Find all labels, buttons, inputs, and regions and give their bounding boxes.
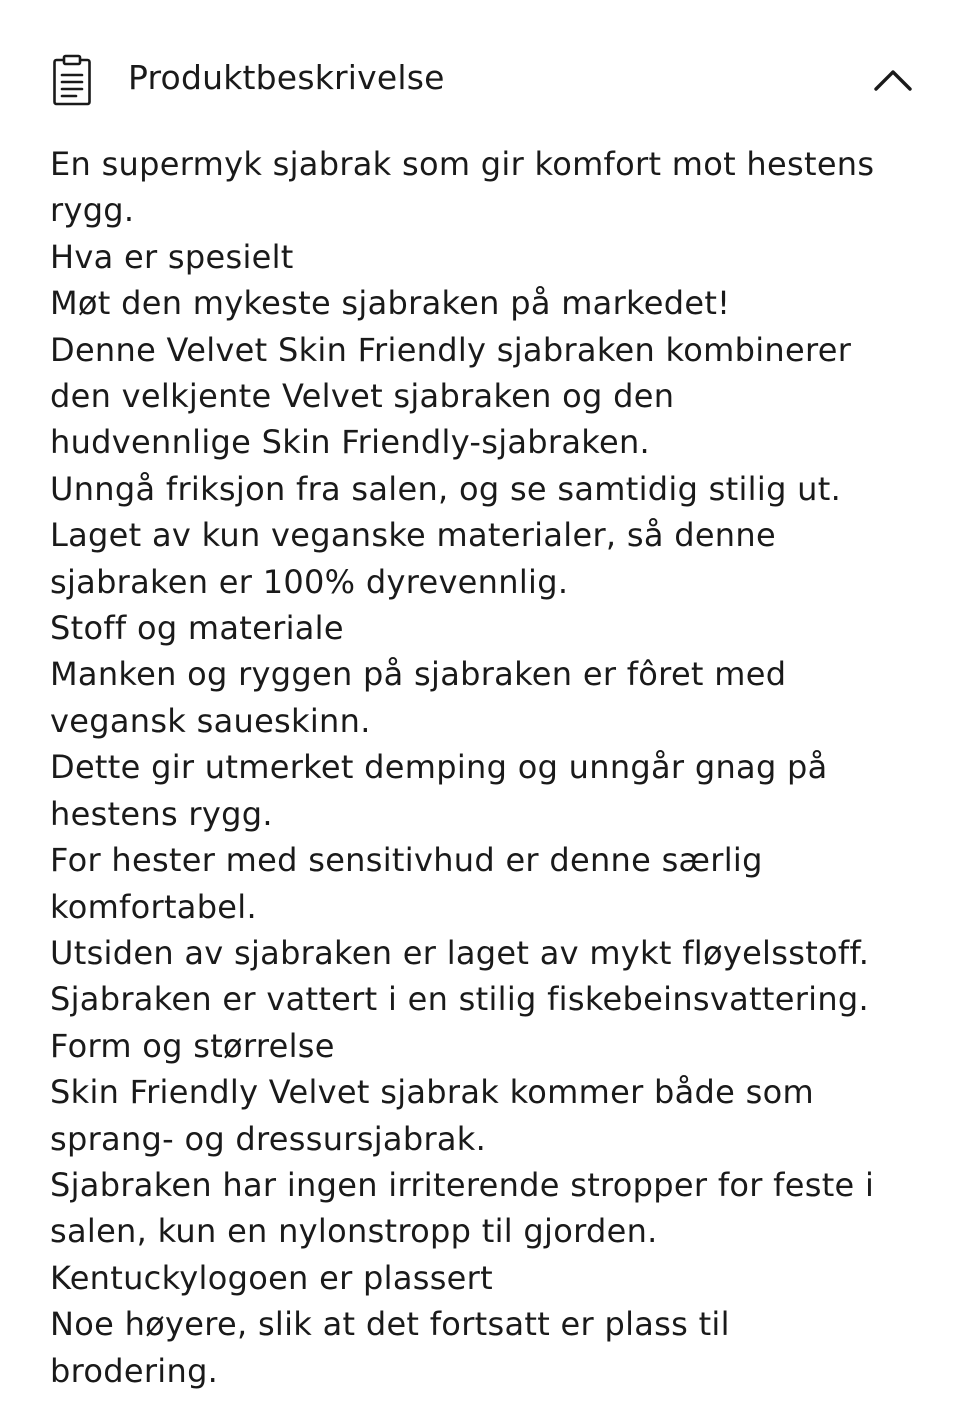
- description-line: Sjabraken er vattert i en stilig fiskebeinsvattering.: [50, 980, 870, 1019]
- description-heading: Hva er spesielt: [50, 237, 294, 276]
- chevron-up-icon[interactable]: [872, 64, 914, 96]
- description-line: brodering.: [50, 1351, 219, 1390]
- description-line: sprang- og dressursjabrak.: [50, 1119, 487, 1158]
- description-line: den velkjente Velvet sjabraken og den: [50, 377, 675, 416]
- description-line: Dette gir utmerket demping og unngår gnag på: [50, 748, 828, 787]
- section-title: Produktbeskrivelse: [128, 58, 445, 97]
- description-line: Manken og ryggen på sjabraken er fôret med: [50, 655, 787, 694]
- description-line: Noe høyere, slik at det fortsatt er plass til: [50, 1305, 730, 1344]
- description-line: For hester med sensitivhud er denne særlig: [50, 841, 763, 880]
- description-line: salen, kun en nylonstropp til gjorden.: [50, 1212, 658, 1251]
- description-line: Skin Friendly Velvet sjabrak kommer både som: [50, 1073, 814, 1112]
- description-line: Sjabraken har ingen irriterende stropper for feste i: [50, 1165, 875, 1204]
- clipboard-document-icon: [52, 54, 92, 106]
- description-line: Unngå friksjon fra salen, og se samtidig stilig ut.: [50, 469, 842, 508]
- description-line: rygg.: [50, 191, 135, 230]
- description-line: Kentuckylogoen er plassert: [50, 1258, 493, 1297]
- description-heading: Stoff og materiale: [50, 609, 344, 648]
- description-line: hudvennlige Skin Friendly-sjabraken.: [50, 423, 651, 462]
- description-line: hestens rygg.: [50, 794, 273, 833]
- description-line: Møt den mykeste sjabraken på markedet!: [50, 284, 731, 323]
- description-line: sjabraken er 100% dyrevennlig.: [50, 562, 569, 601]
- description-line: vegansk saueskinn.: [50, 701, 371, 740]
- description-heading: Form og størrelse: [50, 1026, 335, 1065]
- product-description-text: [50, 141, 930, 1394]
- product-description-accordion-header[interactable]: [0, 0, 960, 150]
- description-line: Utsiden av sjabraken er laget av mykt fløyelsstoff.: [50, 933, 870, 972]
- description-line: En supermyk sjabrak som gir komfort mot hestens: [50, 145, 875, 183]
- description-line: Denne Velvet Skin Friendly sjabraken kombinerer: [50, 330, 852, 369]
- description-line: Laget av kun veganske materialer, så denne: [50, 516, 776, 555]
- description-line: komfortabel.: [50, 887, 257, 926]
